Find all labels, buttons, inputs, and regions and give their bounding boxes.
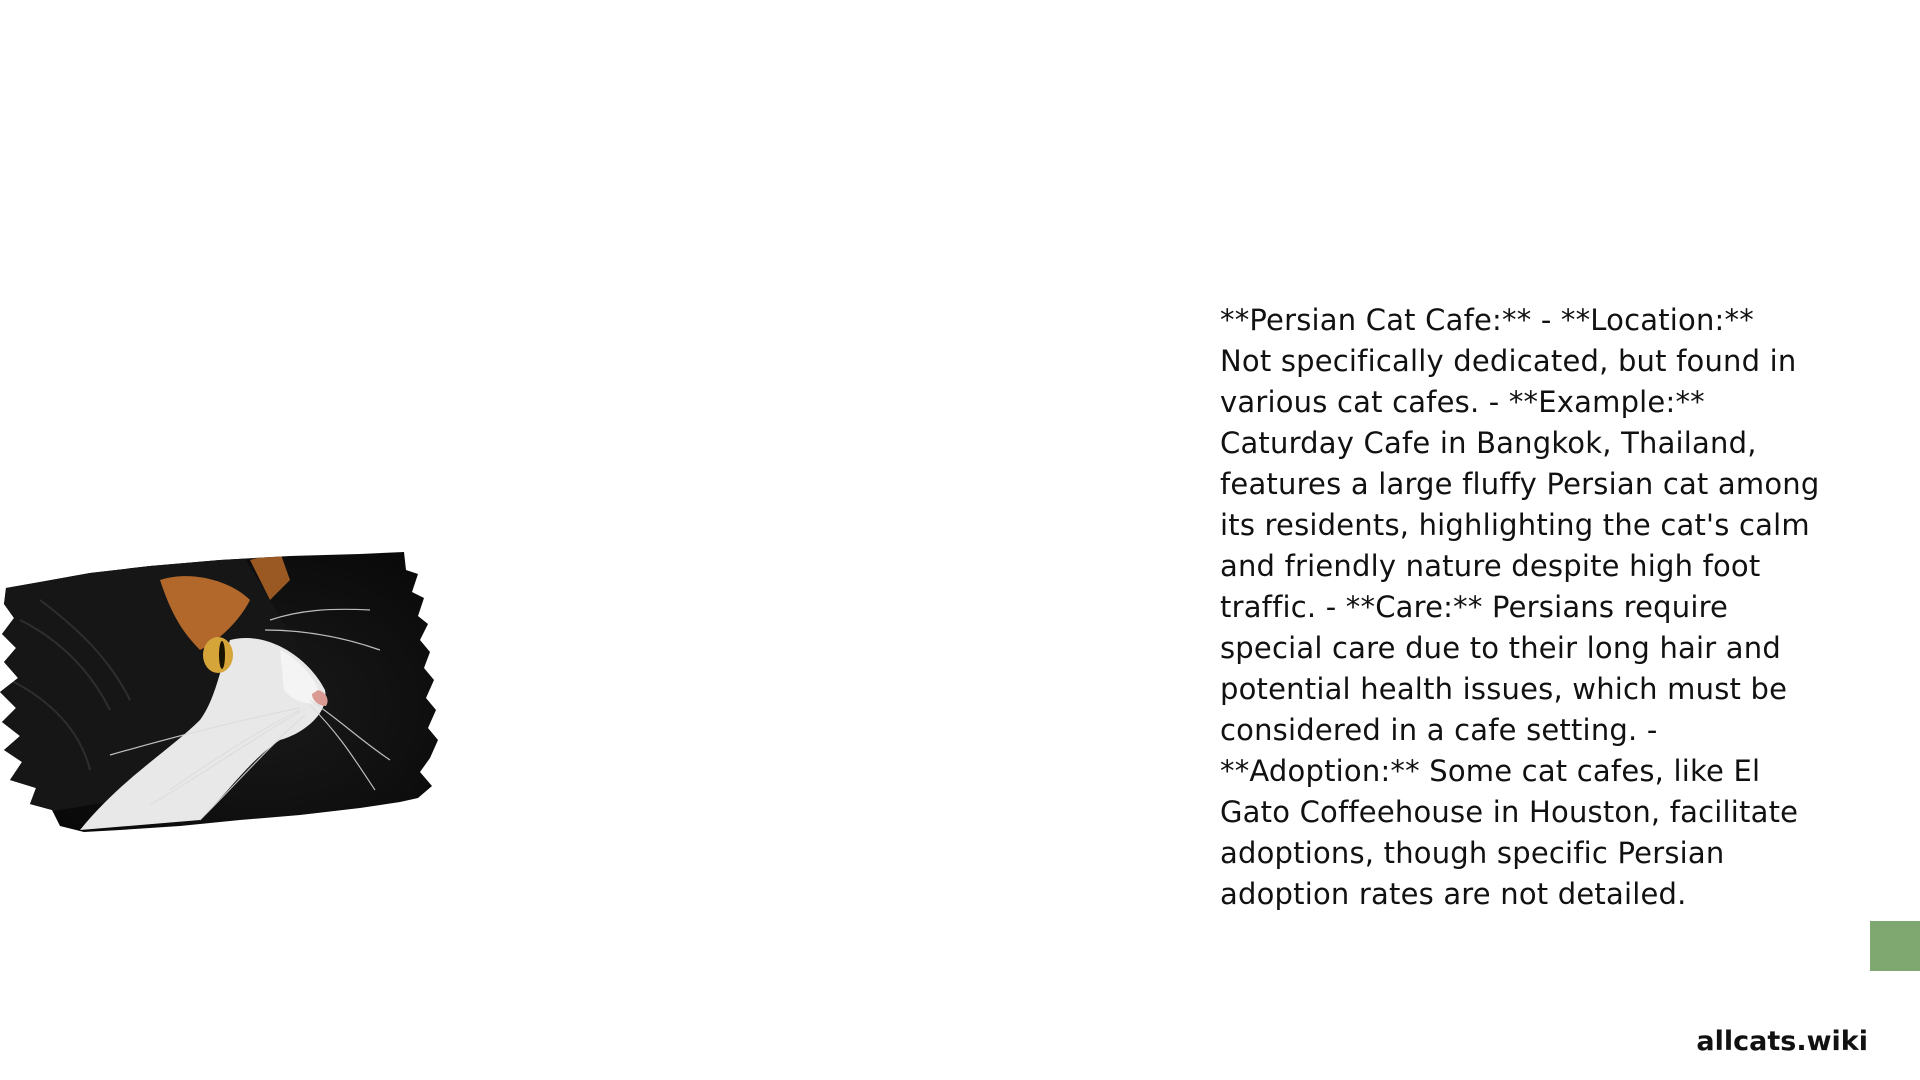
accent-square bbox=[1870, 921, 1920, 971]
article-heading: **Persian Cat Cafe:** - **Location:** bbox=[1220, 303, 1754, 337]
site-brand[interactable]: allcats.wiki bbox=[1696, 1026, 1868, 1057]
article-text bbox=[1220, 300, 1820, 915]
calico-cat-image bbox=[0, 540, 440, 870]
article-body: Not specifically dedicated, but found in various cat cafes. - **Example:** Caturday Cafe in Bangkok, Thailand, features a large fluffy Persian cat among its residents, highlighting the cat's calm and friendly nature despite high foot traffic. - **Care:** Persians require special care due to their long hair and potential health issues, which must be considered in a cafe setting. - **Adoption:** Some cat cafes, like El Gato Coffeehouse in Houston, facilitate adoptions, though specific Persian adoption rates are not detailed. bbox=[1220, 344, 1820, 911]
